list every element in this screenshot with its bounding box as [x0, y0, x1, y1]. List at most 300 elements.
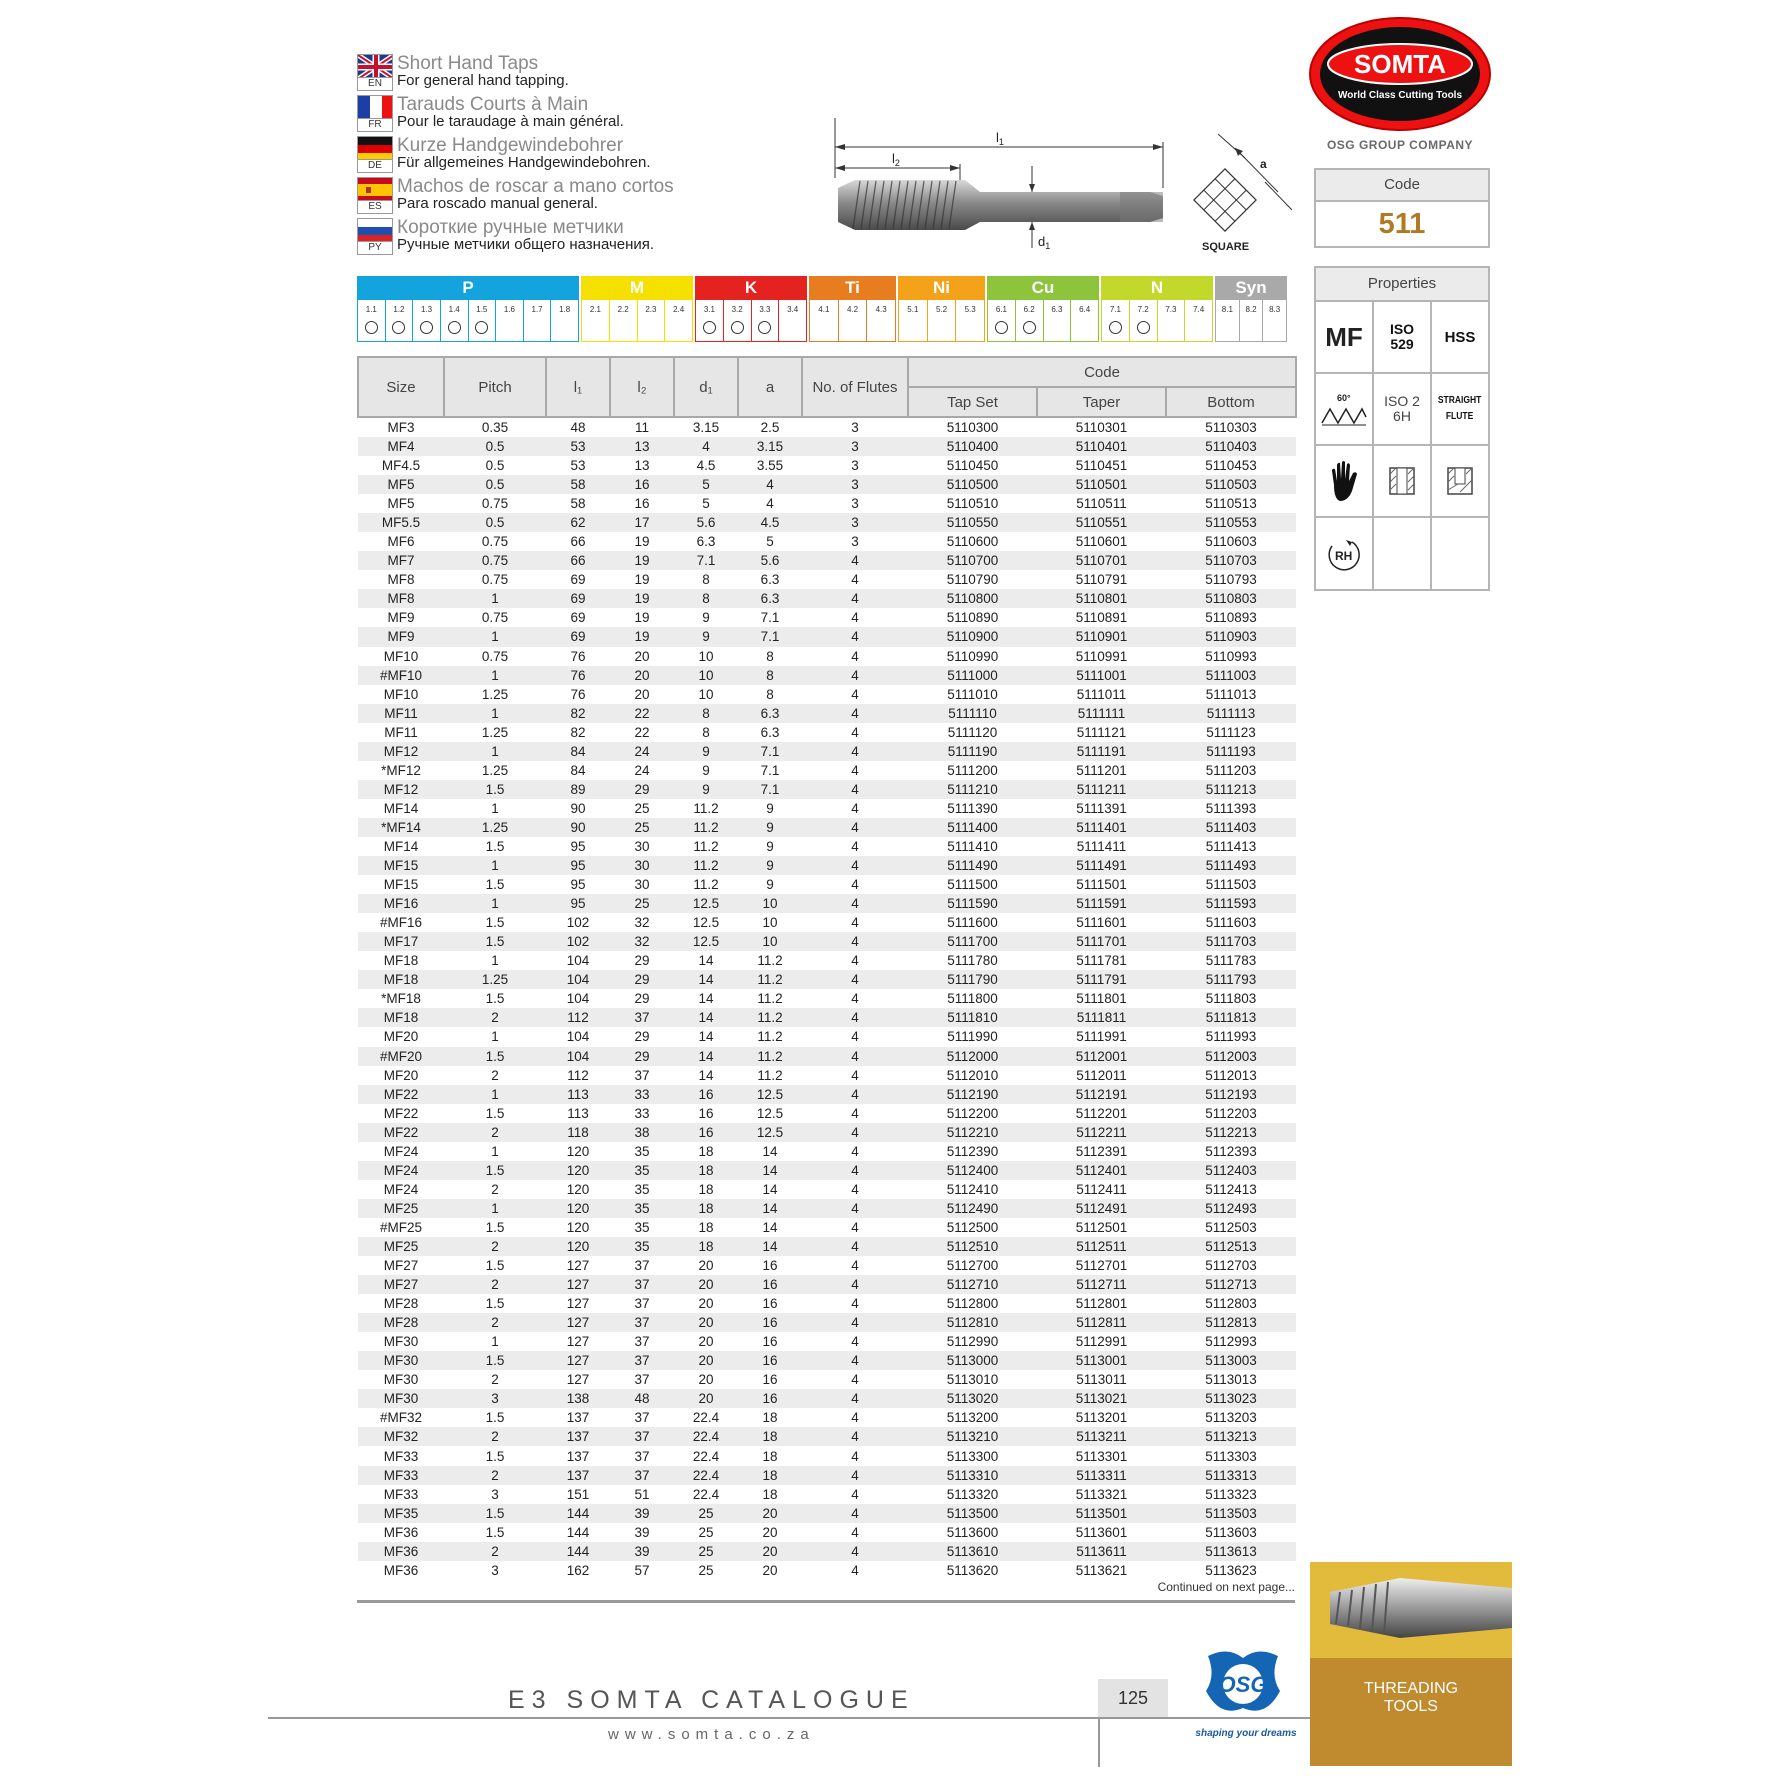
table-cell: 5112401 — [1037, 1161, 1166, 1180]
table-cell: 11.2 — [674, 818, 738, 837]
table-cell: 12.5 — [674, 932, 738, 951]
table-cell: 37 — [610, 1466, 674, 1485]
table-cell: 5111113 — [1166, 704, 1296, 723]
table-cell: 5112211 — [1037, 1123, 1166, 1142]
table-cell: #MF32 — [379, 1410, 423, 1426]
table-cell: 120 — [566, 1181, 590, 1197]
table-cell: 5112501 — [1075, 1219, 1128, 1235]
table-cell: 5111213 — [1166, 780, 1296, 799]
table-cell: MF16 — [358, 894, 444, 913]
table-cell: 5110500 — [908, 475, 1037, 494]
table-cell: 5113623 — [1205, 1562, 1257, 1578]
language-title: Tarauds Courts à Main — [397, 94, 589, 115]
table-cell: 10 — [738, 932, 802, 951]
table-cell: 5110513 — [1205, 496, 1257, 512]
table-cell: 1.5 — [485, 991, 505, 1007]
table-cell: MF10 — [383, 648, 419, 664]
table-cell: 69 — [546, 589, 610, 608]
table-cell: 25 — [674, 1542, 738, 1561]
table-row — [358, 532, 1296, 551]
table-cell: MF20 — [383, 1029, 419, 1045]
table-cell: 16 — [738, 1313, 802, 1332]
table-cell: 151 — [566, 1486, 590, 1502]
language-subtitle: Para roscado manual general. — [397, 195, 598, 212]
table-cell: 1.25 — [481, 762, 509, 778]
header-bottom: Bottom — [1166, 387, 1296, 417]
table-cell: 5111810 — [908, 1008, 1037, 1027]
page-divider — [1098, 1717, 1100, 1767]
table-cell: 5111013 — [1205, 686, 1257, 702]
table-cell: 5113023 — [1166, 1389, 1296, 1408]
table-cell: 4 — [802, 1389, 908, 1408]
table-cell: 11.2 — [757, 953, 783, 969]
table-cell: 10 — [762, 915, 778, 931]
table-cell: 104 — [566, 1029, 590, 1045]
table-cell: 5111601 — [1076, 915, 1127, 931]
table-cell: 5112001 — [1037, 1047, 1166, 1066]
properties-label: Properties — [1316, 268, 1488, 302]
table-cell: 5110453 — [1205, 458, 1257, 474]
table-cell: 6.3 — [696, 534, 716, 550]
tap-size-table — [357, 356, 1297, 1580]
table-cell: 5111491 — [1037, 856, 1166, 875]
table-cell: 4 — [802, 742, 908, 761]
table-cell: 11.2 — [738, 1047, 802, 1066]
threading-tools-section-tab — [1310, 1562, 1512, 1766]
table-row — [358, 1104, 1296, 1123]
material-subgroup: 1.8 — [559, 305, 571, 314]
table-cell: 5112700 — [946, 1258, 999, 1274]
table-cell: 5113303 — [1205, 1448, 1257, 1464]
table-cell: 5112201 — [1075, 1105, 1128, 1121]
table-cell: 1.5 — [485, 1105, 505, 1121]
table-cell: 4 — [851, 1296, 859, 1312]
table-cell: 118 — [546, 1123, 610, 1142]
table-cell: 37 — [610, 1275, 674, 1294]
material-subgroup: 1.4 — [441, 300, 469, 341]
table-cell: 5112411 — [1076, 1181, 1127, 1197]
table-cell: MF30 — [383, 1372, 419, 1388]
table-cell: 1.5 — [444, 1504, 546, 1523]
table-cell: 5110893 — [1205, 610, 1257, 626]
table-cell: 1 — [491, 1029, 499, 1045]
table-cell: 5112493 — [1166, 1199, 1296, 1218]
empty-cell — [1374, 518, 1432, 589]
table-cell: 5112203 — [1205, 1105, 1257, 1121]
table-cell: MF18 — [383, 953, 419, 969]
table-cell: 16 — [738, 1389, 802, 1408]
table-cell: 5110701 — [1037, 551, 1166, 570]
table-cell: 95 — [546, 856, 610, 875]
table-cell: 5110991 — [1075, 648, 1128, 664]
table-cell: 5112500 — [946, 1219, 999, 1235]
table-cell: 29 — [610, 1047, 674, 1066]
svg-text:OSG: OSG — [1218, 1672, 1268, 1697]
table-cell: 5110511 — [1076, 496, 1127, 512]
material-subgroup: 1.2 — [386, 300, 414, 341]
table-cell: 29 — [634, 953, 650, 969]
osg-group-label: OSG GROUP COMPANY — [1326, 138, 1474, 152]
table-cell: 120 — [546, 1237, 610, 1256]
table-cell: 5111801 — [1076, 991, 1127, 1007]
table-cell: 4 — [851, 1372, 859, 1388]
table-cell: MF28 — [358, 1313, 444, 1332]
table-cell: 5110503 — [1166, 475, 1296, 494]
table-cell: 4 — [802, 1466, 908, 1485]
table-cell: 5112390 — [946, 1143, 999, 1159]
header-code: Code — [908, 357, 1296, 387]
table-cell: MF12 — [358, 742, 444, 761]
table-cell: 19 — [634, 572, 650, 588]
table-cell: 5110791 — [1075, 572, 1128, 588]
table-cell: 5113620 — [946, 1562, 999, 1578]
table-cell: 37 — [610, 1008, 674, 1027]
table-cell: 11.2 — [738, 1008, 802, 1027]
table-row — [358, 1237, 1296, 1256]
table-cell: 12.5 — [738, 1123, 802, 1142]
table-cell: 5111401 — [1037, 818, 1166, 837]
table-cell: MF36 — [383, 1524, 419, 1540]
material-subgroup: 2.1 — [582, 300, 610, 341]
table-row — [358, 1256, 1296, 1275]
material-group-ti — [809, 276, 898, 342]
table-cell: 5111001 — [1037, 666, 1166, 685]
table-row — [358, 1275, 1296, 1294]
table-cell: 69 — [570, 610, 586, 626]
table-cell: 5111783 — [1205, 953, 1257, 969]
table-cell: 127 — [546, 1313, 610, 1332]
table-cell: 3 — [851, 534, 859, 550]
table-cell: 0.75 — [481, 572, 509, 588]
table-cell: 5112993 — [1205, 1334, 1257, 1350]
table-cell: 82 — [570, 724, 586, 740]
table-cell: 20 — [762, 1562, 778, 1578]
header-d1: d₁ — [674, 357, 738, 417]
square-label: SQUARE — [1202, 241, 1250, 253]
table-cell: 5113011 — [1076, 1372, 1127, 1388]
language-title: Kurze Handgewindebohrer — [397, 135, 624, 156]
section-label: THREADING TOOLS — [1363, 1680, 1459, 1715]
table-row — [358, 1066, 1296, 1085]
table-cell: 5111201 — [1076, 762, 1127, 778]
suitable-circle-icon — [475, 321, 488, 334]
material-subgroup: 3.4 — [787, 305, 799, 314]
table-cell: 4 — [802, 1085, 908, 1104]
svg-text:World Class Cutting Tools: World Class Cutting Tools — [1337, 90, 1463, 101]
material-group-syn — [1215, 276, 1289, 342]
table-cell: MF22 — [383, 1105, 419, 1121]
table-cell: 4 — [802, 551, 908, 570]
table-cell: 20 — [738, 1542, 802, 1561]
language-row-fr — [357, 95, 717, 136]
table-cell: 5113321 — [1075, 1486, 1128, 1502]
table-cell: 19 — [610, 627, 674, 646]
material-group-cu — [987, 276, 1101, 342]
table-cell: 3 — [491, 1562, 499, 1578]
table-cell: 1.25 — [481, 724, 509, 740]
table-cell: 48 — [610, 1389, 674, 1408]
table-row — [358, 723, 1296, 742]
table-cell: 32 — [610, 932, 674, 951]
table-cell: 2 — [444, 1427, 546, 1446]
table-cell: 20 — [698, 1296, 714, 1312]
table-row — [358, 1161, 1296, 1180]
table-cell: 4 — [802, 780, 908, 799]
table-cell: 5111413 — [1205, 839, 1257, 854]
suitable-circle-icon — [420, 321, 433, 334]
table-row — [358, 608, 1296, 627]
table-cell: 5113210 — [908, 1427, 1037, 1446]
table-cell: 4 — [851, 1105, 859, 1121]
language-code: EN — [357, 78, 393, 91]
table-cell: 51 — [634, 1486, 650, 1502]
table-cell: 112 — [546, 1008, 610, 1027]
table-cell: 4 — [802, 1123, 908, 1142]
table-row — [358, 1408, 1296, 1427]
table-cell: 1.5 — [444, 1161, 546, 1180]
table-cell: 5111603 — [1205, 915, 1257, 931]
table-cell: 8 — [702, 724, 710, 740]
table-cell: 9 — [702, 610, 710, 626]
table-cell: 4 — [851, 648, 859, 664]
table-cell: 14 — [738, 1161, 802, 1180]
material-group-p — [357, 276, 581, 342]
table-cell: 12.5 — [738, 1085, 802, 1104]
threading-tool-photo — [1310, 1562, 1512, 1658]
table-cell: #MF25 — [379, 1219, 423, 1235]
table-cell: 10 — [738, 894, 802, 913]
table-cell: 9 — [766, 839, 774, 854]
table-cell: 5111191 — [1037, 742, 1166, 761]
table-cell: 5111210 — [908, 780, 1037, 799]
table-cell: 1.5 — [444, 780, 546, 799]
table-row — [358, 456, 1296, 475]
header-flutes: No. of Flutes — [802, 357, 908, 417]
table-cell: 5112213 — [1166, 1123, 1296, 1142]
table-cell: 5110800 — [908, 589, 1037, 608]
table-cell: 58 — [570, 496, 586, 512]
language-title: Short Hand Taps — [397, 53, 539, 74]
table-cell: MF33 — [383, 1448, 419, 1464]
a-label: a — [1260, 157, 1267, 171]
table-cell: 4 — [802, 970, 908, 989]
table-row — [358, 1542, 1296, 1561]
table-cell: 32 — [634, 915, 650, 931]
table-cell: 4 — [738, 475, 802, 494]
iso2-line2: 6H — [1393, 408, 1411, 424]
table-cell: 5111991 — [1076, 1029, 1127, 1045]
table-cell: 5112400 — [908, 1161, 1037, 1180]
table-cell: 4 — [851, 1067, 859, 1083]
table-cell: 19 — [610, 551, 674, 570]
table-cell: MF28 — [383, 1296, 419, 1312]
table-cell: 1.5 — [485, 1258, 505, 1274]
table-cell: 58 — [546, 475, 610, 494]
language-subtitle: Für allgemeines Handgewindebohren. — [397, 154, 651, 171]
table-row — [358, 1294, 1296, 1313]
table-cell: 5 — [702, 496, 710, 512]
iso2-line1: ISO 2 — [1384, 392, 1420, 409]
table-cell: 76 — [570, 648, 586, 664]
table-cell: *MF18 — [381, 991, 421, 1007]
table-cell: 4 — [851, 1410, 859, 1426]
table-cell: MF5.5 — [358, 513, 444, 532]
table-cell: 13 — [610, 437, 674, 456]
table-cell: 1.5 — [444, 1351, 546, 1370]
osg-logo — [1188, 1646, 1298, 1746]
material-group-label: Ti — [809, 276, 896, 300]
table-cell: 4 — [851, 1334, 859, 1350]
table-cell: 1.5 — [485, 1296, 505, 1312]
table-cell: 9 — [674, 742, 738, 761]
table-cell: 7.1 — [738, 627, 802, 646]
table-cell: 29 — [634, 991, 650, 1007]
table-cell: 53 — [570, 458, 586, 474]
table-cell: 2 — [444, 1313, 546, 1332]
table-row — [358, 913, 1296, 932]
table-cell: 14 — [674, 1008, 738, 1027]
table-row — [358, 1561, 1296, 1580]
table-cell: *MF14 — [358, 818, 444, 837]
table-cell: 5110400 — [908, 437, 1037, 456]
table-cell: 5111391 — [1076, 800, 1127, 816]
table-cell: 37 — [610, 1351, 674, 1370]
table-cell: MF18 — [358, 1008, 444, 1027]
table-cell: 2 — [444, 1275, 546, 1294]
table-cell: 16 — [762, 1334, 778, 1350]
table-cell: 39 — [610, 1504, 674, 1523]
table-cell: 5110900 — [908, 627, 1037, 646]
table-cell: 4 — [802, 1161, 908, 1180]
table-cell: MF5 — [358, 475, 444, 494]
continued-note: Continued on next page... — [1157, 1580, 1295, 1594]
table-cell: 104 — [566, 953, 590, 969]
material-subgroup: 6.3 — [1044, 300, 1072, 341]
table-cell: 29 — [610, 780, 674, 799]
table-row — [358, 1047, 1296, 1066]
table-cell: 37 — [634, 1296, 650, 1312]
table-row — [358, 475, 1296, 494]
table-cell: 37 — [634, 1258, 650, 1274]
table-cell: 19 — [634, 534, 650, 550]
table-cell: 5112710 — [908, 1275, 1037, 1294]
table-cell: 19 — [610, 589, 674, 608]
spain-flag-icon — [357, 177, 393, 217]
suitable-circle-icon — [365, 321, 378, 334]
table-cell: 4 — [851, 1181, 859, 1197]
table-row — [358, 799, 1296, 818]
table-cell: 22.4 — [692, 1410, 720, 1426]
table-cell: 0.75 — [481, 534, 509, 550]
table-cell: 2 — [444, 1466, 546, 1485]
table-cell: 5112990 — [946, 1334, 999, 1350]
table-cell: 5113603 — [1205, 1524, 1257, 1540]
table-cell: 39 — [634, 1524, 650, 1540]
table-cell: 35 — [610, 1199, 674, 1218]
suitable-circle-icon — [1023, 321, 1036, 334]
header-tap-set: Tap Set — [908, 387, 1037, 417]
table-cell: 5111791 — [1037, 970, 1166, 989]
table-cell: 5113310 — [908, 1466, 1037, 1485]
table-cell: 5111400 — [908, 818, 1037, 837]
table-cell: 84 — [546, 742, 610, 761]
table-cell: 5111591 — [1037, 894, 1166, 913]
table-cell: 4 — [851, 686, 859, 702]
table-cell: 5113313 — [1166, 1466, 1296, 1485]
table-cell: 3.15 — [738, 437, 802, 456]
table-cell: 5111793 — [1166, 970, 1296, 989]
empty-cell — [1432, 518, 1488, 589]
material-subgroup: 3.2 — [724, 300, 752, 341]
table-cell: 5113611 — [1037, 1542, 1166, 1561]
table-cell: 5112011 — [1076, 1067, 1127, 1083]
table-cell: 8 — [738, 666, 802, 685]
table-cell: 3 — [851, 420, 859, 435]
language-title: Короткие ручные метчики — [397, 217, 624, 238]
table-cell: 5110803 — [1166, 589, 1296, 608]
hand-icon — [1316, 446, 1374, 518]
table-cell: 1.5 — [485, 877, 505, 893]
website-link[interactable]: www.somta.co.za — [608, 1726, 815, 1743]
table-cell: 22 — [634, 724, 650, 740]
table-cell: 144 — [546, 1504, 610, 1523]
table-cell: 8 — [674, 704, 738, 723]
table-cell: 4 — [851, 1143, 859, 1159]
table-cell: MF30 — [358, 1389, 444, 1408]
table-cell: 7.1 — [738, 742, 802, 761]
svg-text:RH: RH — [1335, 548, 1353, 563]
table-cell: 5111593 — [1166, 894, 1296, 913]
iso2-cell — [1374, 374, 1432, 446]
table-cell: 0.5 — [485, 458, 505, 474]
table-cell: 127 — [566, 1258, 590, 1274]
table-cell: 0.75 — [481, 610, 509, 626]
table-cell: 16 — [698, 1105, 714, 1121]
table-cell: 17 — [610, 513, 674, 532]
table-cell: 4 — [802, 1047, 908, 1066]
table-cell: 5111790 — [908, 970, 1037, 989]
material-subgroup: 2.3 — [638, 300, 666, 341]
table-cell: 5111781 — [1076, 953, 1127, 969]
table-cell: 5110891 — [1075, 610, 1128, 626]
table-cell: 5110903 — [1166, 627, 1296, 646]
table-cell: MF11 — [384, 724, 418, 740]
table-cell: 16 — [762, 1296, 778, 1312]
table-cell: 37 — [610, 1313, 674, 1332]
d1-label: $d_1$ — [1038, 234, 1051, 251]
table-cell: 35 — [610, 1161, 674, 1180]
material-subgroup: 1.1 — [358, 300, 386, 341]
table-cell: 18 — [698, 1143, 714, 1159]
table-cell: #MF10 — [358, 666, 444, 685]
table-cell: 20 — [698, 1334, 714, 1350]
table-cell: 5111993 — [1205, 1029, 1257, 1045]
table-row — [358, 570, 1296, 589]
table-cell: 37 — [634, 1067, 650, 1083]
table-cell: 0.75 — [481, 648, 509, 664]
language-row-de — [357, 136, 717, 177]
table-cell: 20 — [674, 1389, 738, 1408]
table-cell: 37 — [634, 1334, 650, 1350]
table-row — [358, 1218, 1296, 1237]
table-cell: 5110450 — [946, 458, 999, 474]
material-subgroup: 7.1 — [1102, 300, 1130, 341]
material-subgroup: 3.3 — [752, 300, 780, 341]
table-cell: 5110790 — [946, 572, 999, 588]
suitable-circle-icon — [731, 321, 744, 334]
table-cell: 5 — [674, 475, 738, 494]
material-subgroup: 2.2 — [610, 300, 638, 341]
